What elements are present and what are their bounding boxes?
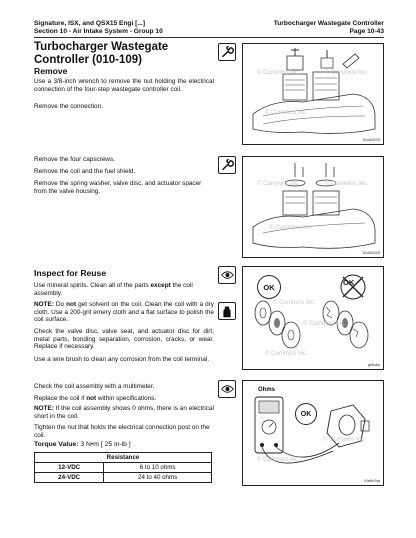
remove-paragraph-5: Remove the spring washer, valve disc, and actuator spacer from the valve housing. [34, 180, 202, 195]
turbocharger-controller-illustration-2 [243, 157, 383, 257]
inspect-paragraph-1: Use mineral spirits. Clean all of the parts except the coil assembly. [34, 282, 193, 297]
table-row [35, 463, 212, 473]
ohms-label: Ohms [258, 387, 276, 393]
watermark: © Cummins Inc. [257, 70, 300, 76]
remove-paragraph-1: Use a 3/8-inch wrench to remove the nut holding the electrical connection of the four-step wastegate controller coil. [34, 78, 214, 93]
watermark: © Cummins Inc. [265, 351, 308, 357]
remove-paragraph-3: Remove the four capscrews. [34, 156, 115, 163]
inspect-paragraph-4: Check the coil assembly with a multimeter. [34, 383, 155, 390]
header-procedure: Turbocharger Wastegate Controller [273, 20, 384, 27]
multimeter-illustration [243, 381, 383, 485]
inspect-paragraph-5: Replace the coil if not within specifications. [34, 395, 157, 402]
header-rule [34, 37, 384, 38]
inspect-heading: Inspect for Reuse [34, 268, 107, 278]
watermark: © Cummins Inc. [265, 110, 308, 116]
resistance-table [34, 452, 212, 483]
ok-badge: OK [295, 403, 317, 425]
watermark: © Cummins Inc. [325, 70, 368, 76]
figure-inspect-parts [242, 266, 384, 370]
solvent-icon [218, 302, 236, 320]
header-right [274, 20, 384, 36]
remove-heading: Remove [34, 66, 68, 76]
header-section: Section 10 - Air Intake System - Group 10 [34, 28, 163, 35]
inspect-paragraph-6: Tighten the nut that holds the electrical connection post on the coil. [34, 424, 210, 439]
ok-parts-group [255, 301, 300, 348]
table-cell-voltage: 24-VDC [35, 473, 104, 483]
inspect-paragraph-2: Check the valve disc, valve seat, and actuator disc for dirt, metal parts, bonding separation, corrosion, cracks, or wear. Replace if necessary. [34, 328, 214, 351]
watermark: © Cummins Inc. [273, 300, 316, 306]
watermark: © Cummins Inc. [257, 457, 300, 463]
watermark: © Cummins Inc. [257, 181, 300, 187]
watermark: © Cummins Inc. [303, 321, 346, 327]
watermark: © Cummins Inc. [269, 225, 312, 231]
wrench-icon [218, 156, 236, 174]
table-cell-range: 6 to 10 ohms [104, 463, 212, 473]
header-page-number: Page 10-43 [349, 28, 384, 35]
turbocharger-controller-illustration-1 [243, 44, 383, 144]
wrench-icon [218, 43, 236, 61]
figure-id: f0ebb3ta [364, 478, 380, 483]
header-book-title: Signature, ISX, and QSX15 Engi [...] [34, 20, 146, 27]
header-left [34, 20, 163, 36]
inspect-note-1: NOTE: Do not get solvent on the coil. Clean the coil with a dry cloth. Use a 200-grit emery cloth and a flat surface to polish the coil surface. [34, 301, 214, 324]
not-ok-label: OK [343, 278, 355, 287]
figure-id: gf8ubs [367, 362, 380, 367]
remove-paragraph-2: Remove the connection. [34, 103, 103, 110]
watermark: © Cummins Inc. [325, 181, 368, 187]
figure-id: 10u00020 [362, 137, 380, 142]
torque-value: Torque Value: 3 N•m [ 25 in-lb ] [34, 441, 131, 448]
eye-icon [218, 266, 236, 284]
eye-icon [218, 380, 236, 398]
table-row [35, 473, 212, 483]
page-title: Turbocharger Wastegate Controller (010-109) [34, 41, 169, 66]
table-cell-range: 24 to 40 ohms [104, 473, 212, 483]
table-cell-voltage: 12-VDC [35, 463, 104, 473]
inspect-paragraph-3: Use a wire brush to clean any corrosion from the coil terminal. [34, 356, 210, 363]
figure-id: 10u00020 [362, 250, 380, 255]
resistance-table-header: Resistance [35, 453, 212, 463]
inspect-note-2: NOTE: If the coil assembly shows 0 ohms, there is an electrical short in the coil. [34, 405, 214, 420]
remove-paragraph-4: Remove the coil and the fuel shield. [34, 168, 136, 175]
watermark: © Cummins Inc. [323, 437, 366, 443]
figure-remove-connection [242, 43, 384, 145]
ok-badge: OK [257, 275, 281, 299]
figure-multimeter-check [242, 380, 384, 486]
figure-remove-capscrews [242, 156, 384, 258]
